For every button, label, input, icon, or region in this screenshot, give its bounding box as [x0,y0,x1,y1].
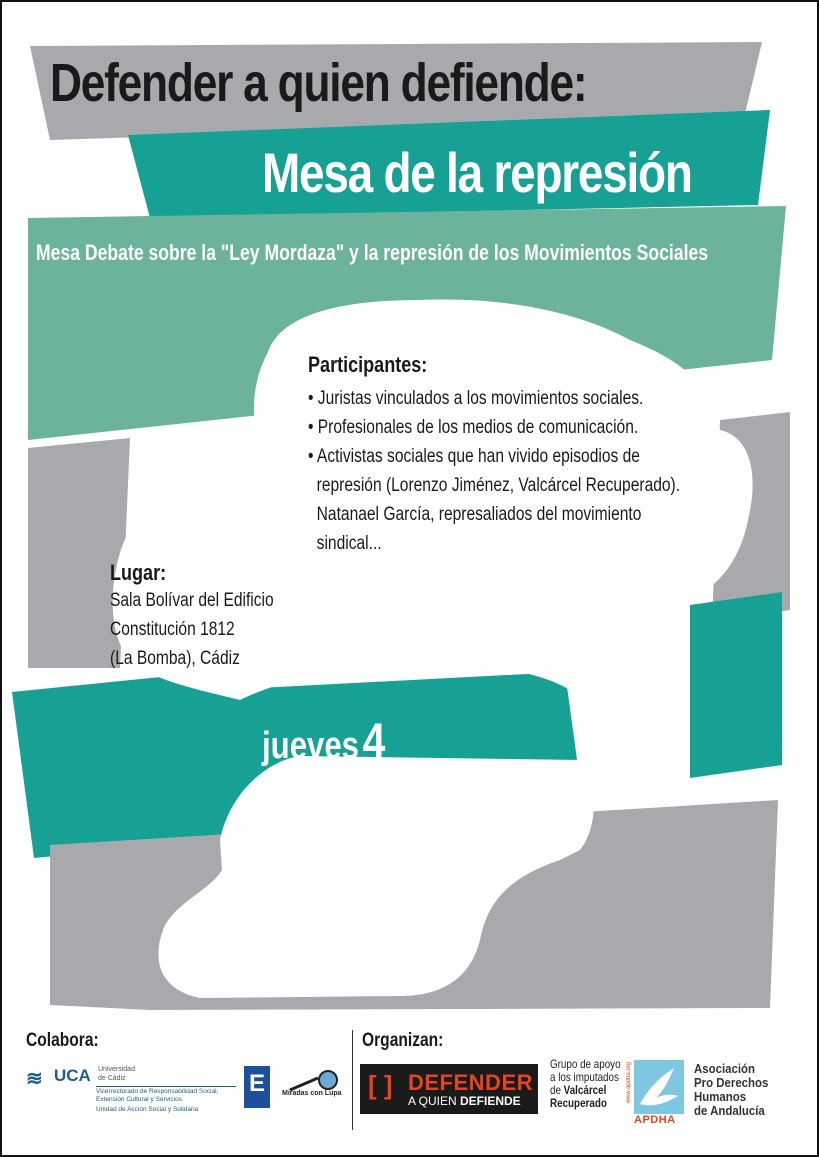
location-address [110,586,274,673]
apdha-name-line: de Andalucía [694,1103,765,1118]
participant-line: • Profesionales de los medios de comunicación. [308,417,639,438]
uca-unit: Unidad de Acción Social y Solidaria [96,1106,199,1113]
e-logo [244,1066,270,1108]
defender-bottom-bold: DEFIENDE [460,1094,521,1108]
uca-university-line: Universidad [98,1066,135,1073]
participant-line: • Activistas sociales que han vivido episodios de [308,446,640,467]
defender-bottom-pre: A QUIEN [408,1094,461,1108]
event-time-prefix: a partir de las [262,830,465,872]
dove-icon [634,1060,684,1114]
uca-name: UCA [54,1066,91,1085]
event-day-number: 4 [362,713,386,769]
location-line: (La Bomba), Cádiz [110,648,240,669]
location-line: Constitución 1812 [110,619,235,640]
grupo-line-bold: Recuperado [550,1096,607,1110]
uca-vicerrectorado-line: Vicerrectorado de Responsabilidad Social, [96,1088,219,1095]
participants-list [308,384,702,558]
apdha-logo-icon [634,1060,684,1114]
defender-bottom [408,1094,521,1108]
apdha-url: www.apdha.org [626,1062,632,1104]
colabora-label: Colabora: [26,1030,99,1051]
grupo-apoyo-text [550,1058,621,1110]
miradas-caption: Miradas con Lupa [282,1090,342,1097]
participant-line: represión (Lorenzo Jiménez, Valcárcel Recuperado). [308,475,681,496]
participant-line: sindical... [308,533,382,554]
event-hour-unit: horas [370,889,456,931]
right-teal-block [690,592,782,778]
apdha-acronym: APDHA [634,1114,676,1126]
poster-title: Defender a quien defiende: [50,53,587,113]
event-time [262,876,455,934]
uca-mark-icon: ≋ [26,1068,43,1090]
apdha-name-line: Asociación [694,1061,756,1076]
defender-logo [360,1064,538,1114]
organizan-label: Organizan: [362,1030,444,1051]
event-date-day [262,712,385,770]
grupo-line-pre: de [550,1083,564,1097]
event-weekday: jueves [262,725,360,767]
miradas-con-lupa-logo [282,1070,346,1114]
apdha-full-name [694,1062,768,1118]
uca-university-line: de Cádiz [98,1075,126,1082]
debate-description: Mesa Debate sobre la "Ley Mordaza" y la represión de los Movimientos Sociales [36,240,709,265]
event-month: de junio [262,768,382,810]
uca-vicerrectorado [96,1088,218,1104]
participant-line: Natanael García, represaliados del movimiento [308,504,642,525]
grupo-line [550,1097,621,1110]
uca-logo [26,1062,236,1118]
participant-line: • Juristas vinculados a los movimientos sociales. [308,388,644,409]
uca-divider [96,1086,236,1087]
grupo-line: a los imputados [550,1070,619,1084]
uca-university [98,1065,135,1083]
e-logo-letter: E [249,1070,266,1097]
poster-subtitle: Mesa de la represión [262,141,692,204]
event-hour: 18:30 [262,877,367,933]
uca-vicerrectorado-line: Extensión Cultural y Servicios [96,1096,182,1103]
grupo-line-bold: Valcárcel [563,1083,607,1097]
apdha-name-line: Humanos [694,1089,747,1104]
location-heading: Lugar: [110,560,167,585]
left-teal-wedge [12,670,230,858]
grupo-line: Grupo de apoyo [550,1057,621,1071]
participants-heading: Participantes: [308,352,428,377]
apdha-name-line: Pro Derechos [694,1075,769,1090]
defender-bracket: [ ] [368,1070,393,1100]
defender-top: DEFENDER [408,1070,534,1095]
footer-divider [352,1030,353,1130]
location-line: Sala Bolívar del Edificio [110,590,274,611]
